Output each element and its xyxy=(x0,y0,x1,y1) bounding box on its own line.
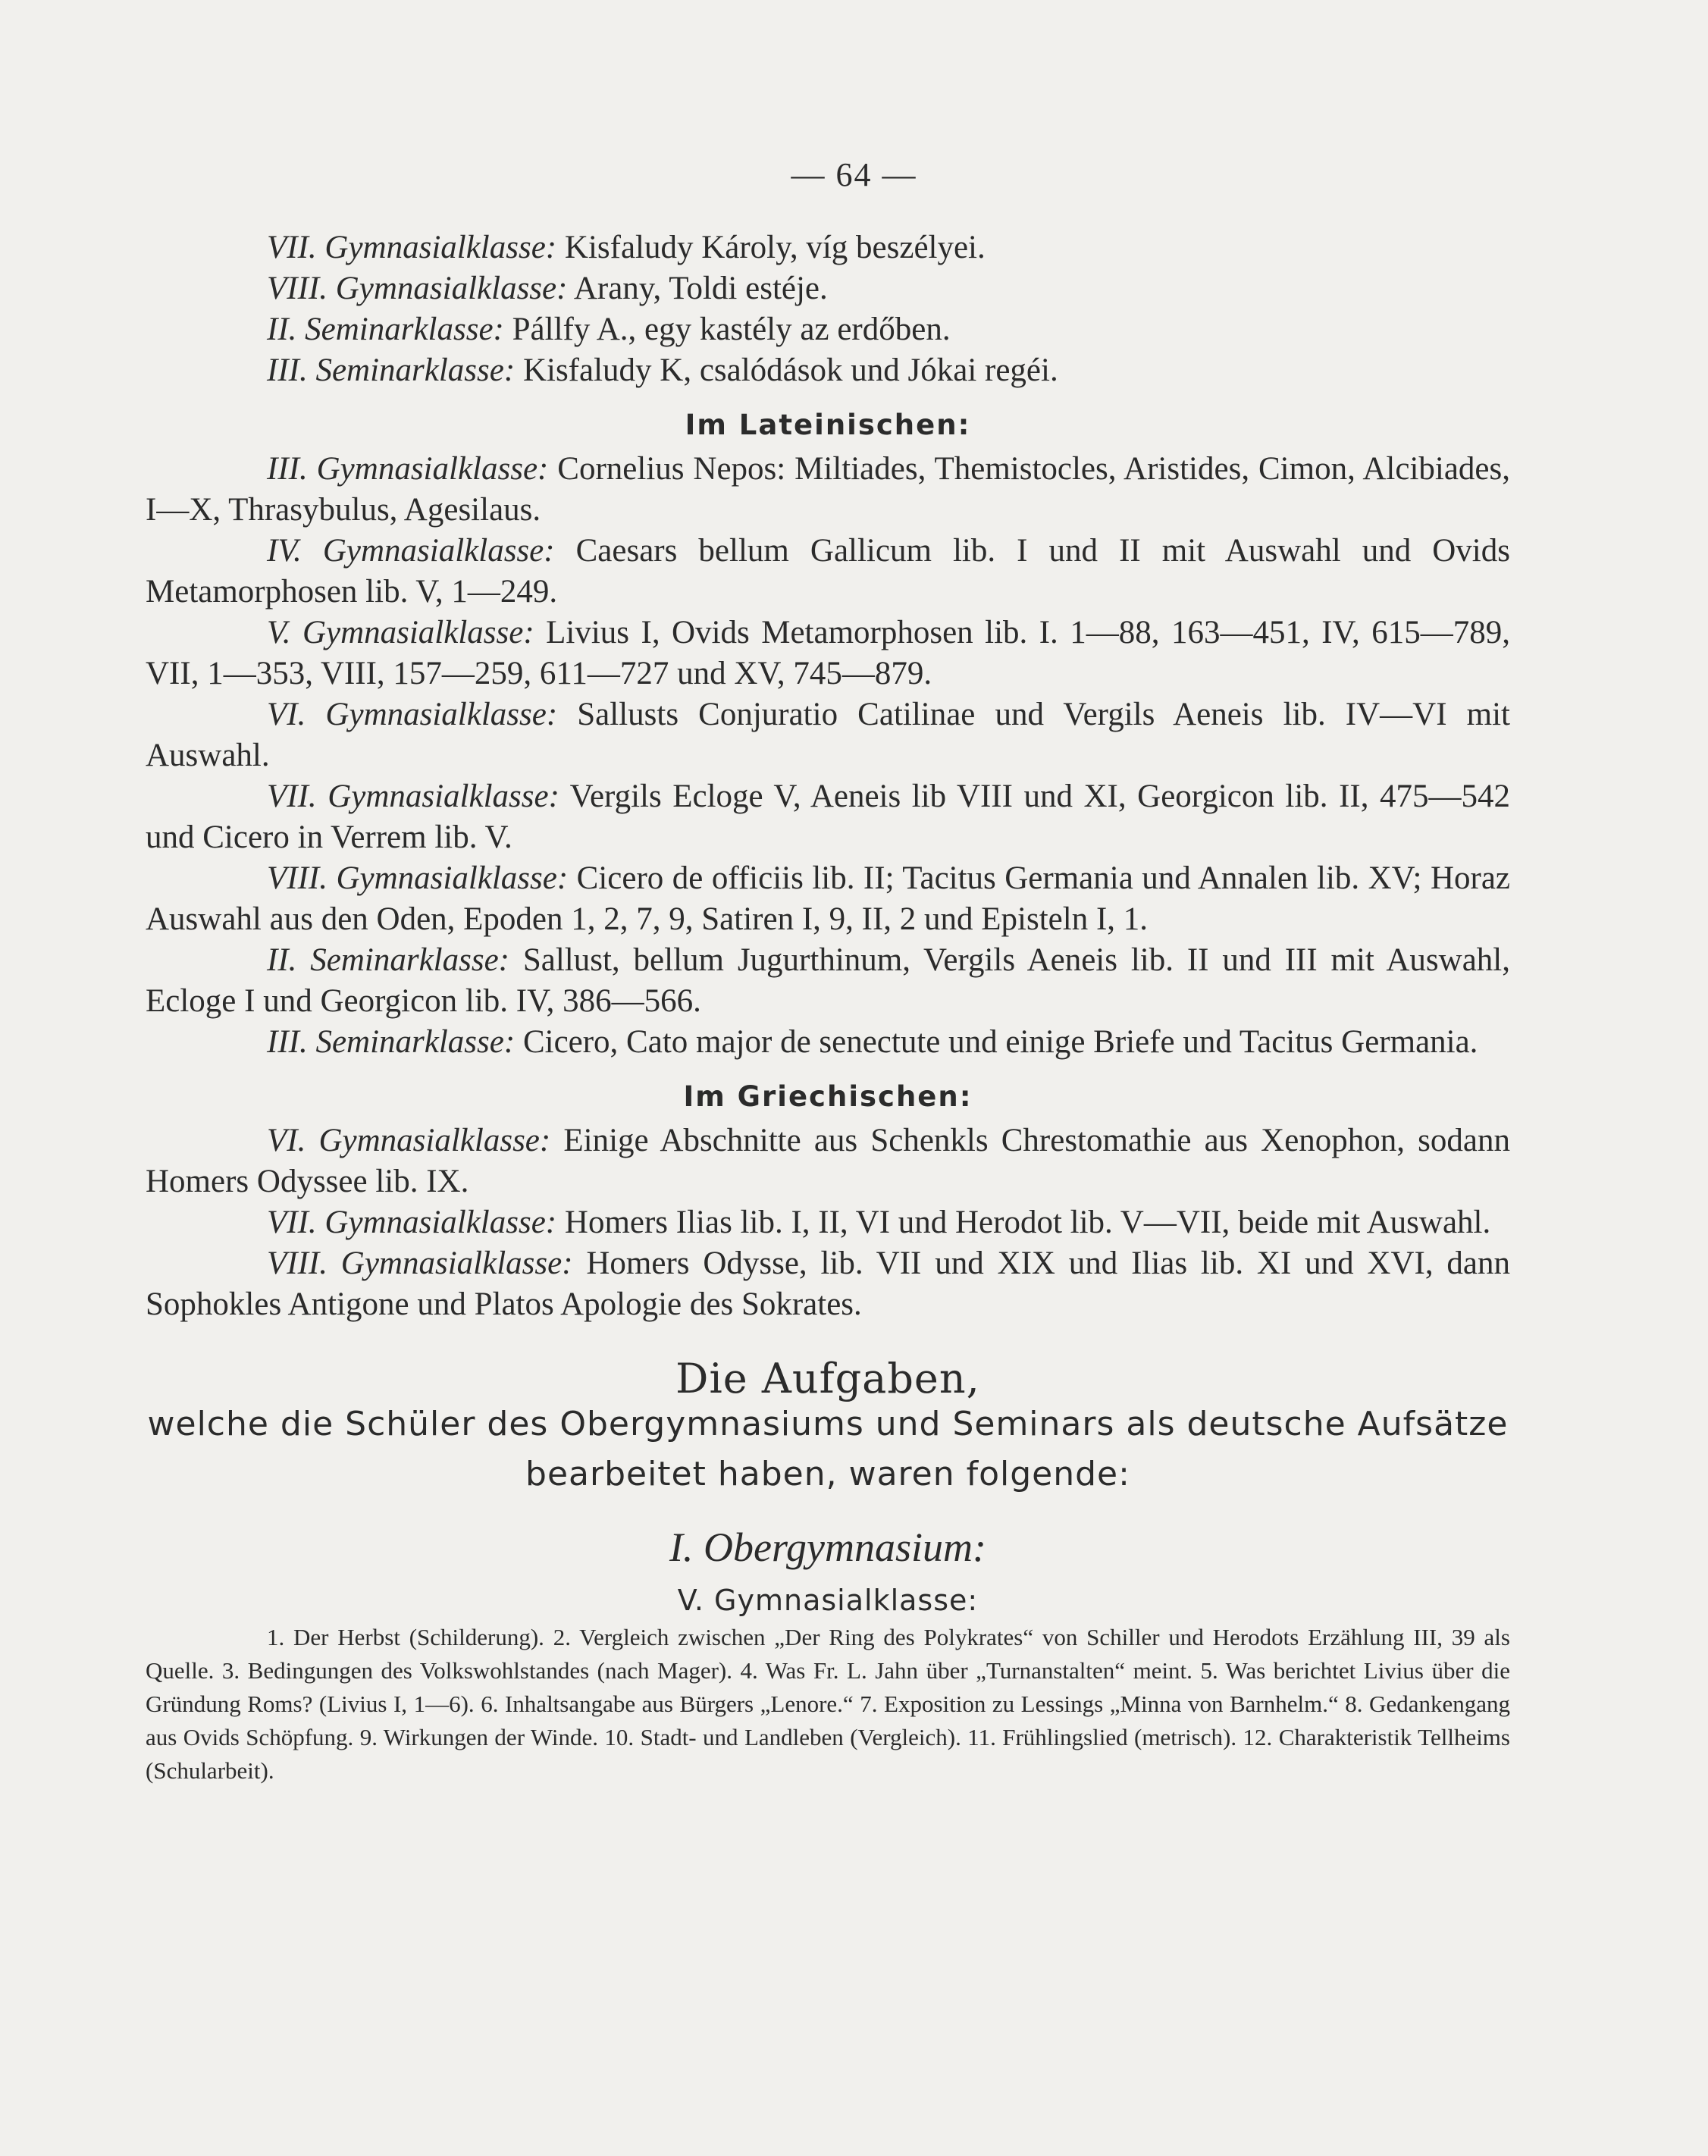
latin-readings xyxy=(146,449,1510,1063)
entry xyxy=(146,858,1510,940)
entry-text: Cicero, Cato major de senectute und einige Briefe und Tacitus Germania. xyxy=(515,1024,1478,1060)
entry xyxy=(146,694,1510,776)
entry xyxy=(146,268,1510,309)
entry-text: Kisfaludy K, csalódások und Jókai regéi. xyxy=(515,353,1058,388)
entry-text: Homers Ilias lib. I, II, VI und Herodot lib. V—VII, beide mit Auswahl. xyxy=(556,1205,1491,1240)
entry-text: Sallust, bellum Jugurthinum, Vergils Aeneis lib. II und III mit Auswahl, Ecloge I und Georgicon lib. IV, 386—566. xyxy=(146,942,1510,1019)
entry-text: Vergils Ecloge V, Aeneis lib VIII und XI, Georgicon lib. II, 475—542 und Cicero in Verrem lib. V. xyxy=(146,779,1510,855)
entry xyxy=(146,1120,1510,1202)
entry xyxy=(146,449,1510,531)
class-label: VIII. Gymnasialklasse: xyxy=(267,860,569,896)
class-label: II. Seminarklasse: xyxy=(267,942,509,978)
section-heading: I. Obergymnasium: xyxy=(669,1525,986,1570)
class-label: VIII. Gymnasialklasse: xyxy=(267,271,568,306)
entry-text: Cornelius Nepos: Miltiades, Themistocles, Aristides, Cimon, Alcibiades, I—X, Thrasybulus, Agesilaus. xyxy=(146,451,1510,528)
entry-text: Livius I, Ovids Metamorphosen lib. I. 1—88, 163—451, IV, 615—789, VII, 1—353, VIII, 157—259, 611—727 und XV, 745—879. xyxy=(146,615,1510,691)
entry-text: Arany, Toldi estéje. xyxy=(567,271,828,306)
entry-text: Cicero de officiis lib. II; Tacitus Germania und Annalen lib. XV; Horaz Auswahl aus den Oden, Epoden 1, 2, 7, 9, Satiren I, 9, II, 2 und Episteln I, 1. xyxy=(146,860,1511,937)
entry xyxy=(146,776,1510,858)
entry-text: Homers Odysse, lib. VII und XIX und Ilias lib. XI und XVI, dann Sophokles Antigone und Platos Apologie des Sokrates. xyxy=(146,1246,1510,1322)
class-label: VI. Gymnasialklasse: xyxy=(267,697,558,732)
section-title: Die Aufgaben, xyxy=(675,1355,980,1402)
entry xyxy=(146,1202,1510,1243)
heading-latin: Im Lateinischen: xyxy=(685,409,971,441)
entry xyxy=(146,531,1510,613)
entry-text: Caesars bellum Gallicum lib. I und II mit Auswahl und Ovids Metamorphosen lib. V, 1—249. xyxy=(146,533,1510,610)
hungarian-readings xyxy=(146,227,1510,391)
entry xyxy=(146,1243,1510,1325)
class-label: III. Seminarklasse: xyxy=(267,353,516,388)
entry xyxy=(146,613,1510,694)
class-label: VI. Gymnasialklasse: xyxy=(267,1123,551,1158)
essay-tasks: 1. Der Herbst (Schilderung). 2. Vergleich zwischen „Der Ring des Polykrates“ von Schiller und Herodots Erzählung III, 39 als Quelle. 3. Bedingungen des Volkswohlstandes (nach Mager). 4. Was Fr. L. Jahn über „Turnanstalten“ meint. 5. Was berichtet Livius über die Gründung Roms? (Livius I, 1—6). 6. Inhaltsangabe aus Bürgers „Lenore.“ 7. Exposition zu Lessings „Minna von Barnhelm.“ 8. Gedankengang aus Ovids Schöpfung. 9. Wirkungen der Winde. 10. Stadt- und Landleben (Vergleich). 11. Frühlingslied (metrisch). 12. Charakteristik Tellheims (Schularbeit). xyxy=(146,1624,1510,1784)
body-text xyxy=(146,227,1510,1788)
entry-text: Kisfaludy Károly, víg beszélyei. xyxy=(556,230,986,265)
class-label: VII. Gymnasialklasse: xyxy=(267,779,559,814)
class-label: VIII. Gymnasialklasse: xyxy=(267,1246,573,1281)
heading-greek: Im Griechischen: xyxy=(683,1080,973,1113)
class-label: V. Gymnasialklasse: xyxy=(267,615,534,650)
class-label: VII. Gymnasialklasse: xyxy=(267,230,557,265)
entry xyxy=(146,1022,1510,1063)
entry-text: Sallusts Conjuratio Catilinae und Vergils Aeneis lib. IV—VI mit Auswahl. xyxy=(146,697,1510,773)
class-label: VII. Gymnasialklasse: xyxy=(267,1205,557,1240)
class-label: IV. Gymnasialklasse: xyxy=(267,533,555,569)
entry-text: Pállfy A., egy kastély az erdőben. xyxy=(503,312,951,347)
subsection-heading: V. Gymnasialklasse: xyxy=(677,1584,979,1617)
section-subtitle: welche die Schüler des Obergymnasiums und Seminars als deutsche Aufsätze bearbeitet haben, waren folgende: xyxy=(147,1405,1509,1493)
entry xyxy=(146,940,1510,1022)
entry-text: Einige Abschnitte aus Schenkls Chrestomathie aus Xenophon, sodann Homers Odyssee lib. IX. xyxy=(146,1123,1511,1199)
class-label: III. Gymnasialklasse: xyxy=(267,451,549,487)
entry xyxy=(146,350,1510,391)
entry xyxy=(146,227,1510,268)
page-number: — 64 — xyxy=(791,156,917,193)
entry xyxy=(146,309,1510,350)
greek-readings xyxy=(146,1120,1510,1325)
class-label: III. Seminarklasse: xyxy=(267,1024,516,1060)
class-label: II. Seminarklasse: xyxy=(267,312,504,347)
